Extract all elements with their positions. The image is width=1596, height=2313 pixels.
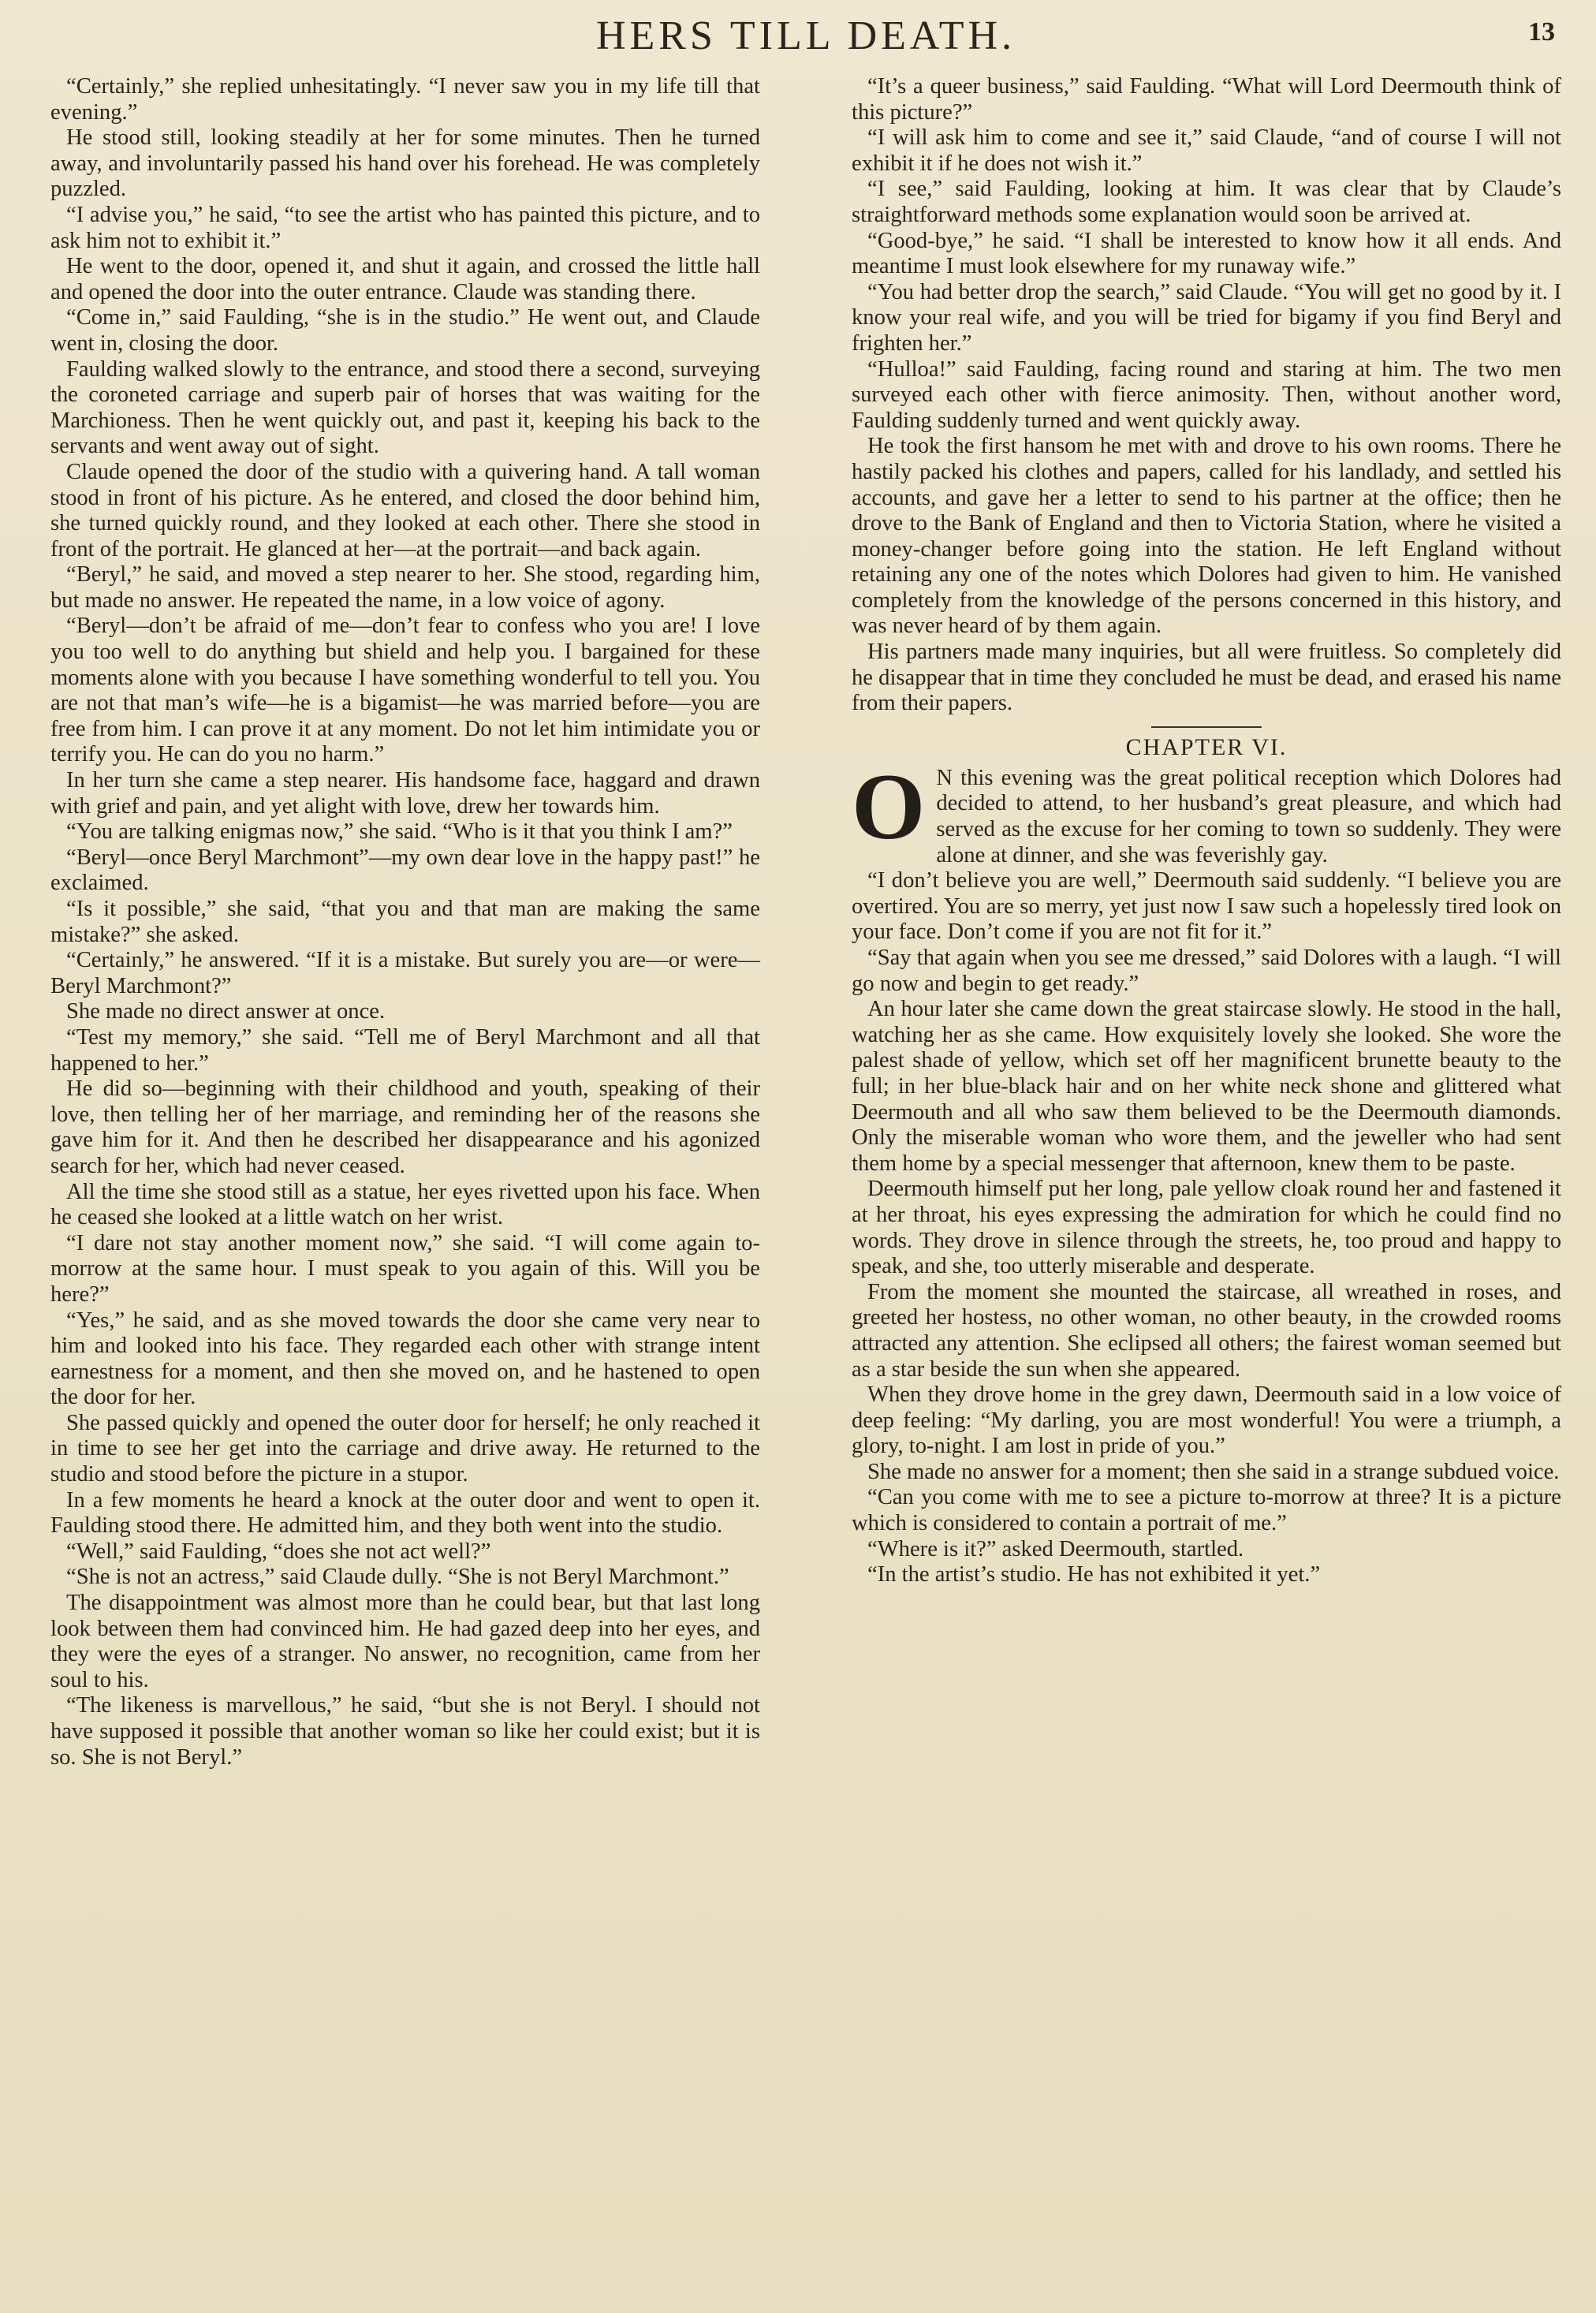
text-columns	[50, 74, 1561, 1770]
paragraph: She made no answer for a moment; then she said in a strange subdued voice.	[867, 1459, 1560, 1484]
paragraph: She made no direct answer at once.	[66, 999, 386, 1024]
paragraph: He took the first hansom he met with and drove to his own rooms. There he hastily packed his clothes and papers, called for his landlady, and settled his accounts, and gave her a letter to send to his partner at the office; then he drove to the Bank of England and then to Victoria Station, where he visited a money-changer before going into the station. He left England without retaining any one of the notes which Dolores had given to him. He vanished completely from the knowledge of the persons concerned in this history, and was never heard of by them again.	[852, 434, 1561, 639]
paragraph: “Test my memory,” she said. “Tell me of Beryl Marchmont and all that happened to her.”	[50, 1024, 760, 1076]
paragraph: “Is it possible,” she said, “that you and that man are making the same mistake?” she asked.	[50, 897, 760, 947]
paragraph: When they drove home in the grey dawn, Deermouth said in a low voice of deep feeling: “My darling, you are most wonderful! You were a triumph, a glory, to-night. I am lost in pride of you.”	[852, 1382, 1561, 1459]
paragraph: The disappointment was almost more than he could bear, but that last long look between them had convinced him. He had gazed deep into her eyes, and they were the eyes of a stranger. No answer, no recognition, came from her soul to his.	[50, 1591, 760, 1692]
paragraph: “Say that again when you see me dressed,” said Dolores with a laugh. “I will go now and begin to get ready.”	[852, 946, 1561, 996]
paragraph: He went to the door, opened it, and shut it again, and crossed the little hall and opened the door into the outer entrance. Claude was standing there.	[50, 254, 760, 304]
paragraph: “Beryl,” he said, and moved a step nearer to her. She stood, regarding him, but made no answer. He repeated the name, in a low voice of agony.	[50, 562, 760, 613]
paragraph: “Yes,” he said, and as she moved towards the door she came very near to him and looked into his face. They regarded each other with strange intent earnestness for a moment, and then she moved on, and he hastened to open the door for her.	[50, 1308, 760, 1410]
left-column	[50, 74, 760, 1770]
paragraph: “Well,” said Faulding, “does she not act well?”	[66, 1539, 491, 1564]
paragraph: Deermouth himself put her long, pale yellow cloak round her and fastened it at her throat, his eyes expressing the admiration for which he could find no words. They drove in silence through the streets, he, too proud and happy to speak, and she, too utterly miserable and desperate.	[852, 1177, 1561, 1279]
chapter-title: CHAPTER VI.	[1125, 733, 1288, 760]
paragraph: He stood still, looking steadily at her for some minutes. Then he turned away, and involuntarily passed his hand over his forehead. He was completely puzzled.	[50, 125, 760, 202]
paragraph: Faulding walked slowly to the entrance, and stood there a second, surveying the coroneted carriage and superb pair of horses that was waiting for the Marchioness. Then he went quickly out, and past it, keeping his back to the servants and went away out of sight.	[50, 356, 760, 459]
paragraph: “The likeness is marvellous,” he said, “but she is not Beryl. I should not have supposed it possible that another woman so like her could exist; but it is so. She is not Beryl.”	[50, 1693, 760, 1770]
paragraph: “Good-bye,” he said. “I shall be interested to know how it all ends. And meantime I must look elsewhere for my runaway wife.”	[852, 228, 1561, 279]
paragraph: “I advise you,” he said, “to see the artist who has painted this picture, and to ask him not to exhibit it.”	[50, 202, 760, 253]
right-column-before-chapter	[852, 74, 1561, 717]
paragraph: “Where is it?” asked Deermouth, startled.	[867, 1536, 1244, 1561]
paragraph: “Come in,” said Faulding, “she is in the studio.” He went out, and Claude went in, closing the door.	[50, 305, 760, 356]
page-header	[50, 13, 1561, 60]
paragraph: In a few moments he heard a knock at the outer door and went to open it. Faulding stood there. He admitted him, and they both went into the studio.	[50, 1487, 760, 1539]
paragraph: “Certainly,” he answered. “If it is a mistake. But surely you are—or were—Beryl Marchmont?”	[50, 948, 760, 998]
paragraph: “I don’t believe you are well,” Deermouth said suddenly. “I believe you are overtired. You are so merry, yet just now I saw such a hopelessly tired look on your face. Don’t come if you are not fit for it.”	[852, 868, 1561, 945]
drop-cap: O	[852, 753, 926, 859]
paragraph: All the time she stood still as a statue, her eyes rivetted upon his face. When he ceased she looked at a little watch on her wrist.	[50, 1179, 760, 1230]
paragraph: “You had better drop the search,” said Claude. “You will get no good by it. I know your real wife, and you will be tried for bigamy if you find Beryl and frighten her.”	[852, 279, 1561, 356]
paragraph: “You are talking enigmas now,” she said. “Who is it that you think I am?”	[66, 819, 733, 845]
paragraph: “Beryl—once Beryl Marchmont”—my own dear love in the happy past!” he exclaimed.	[50, 845, 760, 896]
paragraph: Claude opened the door of the studio with a quivering hand. A tall woman stood in front of his picture. As he entered, and closed the door behind him, she turned quickly round, and they looked at each other. There she stood in front of the portrait. He glanced at her—at the portrait—and back again.	[50, 459, 760, 561]
right-column	[852, 74, 1561, 1770]
right-column-after-chapter	[852, 868, 1561, 1588]
running-head: HERS TILL DEATH.	[595, 13, 1016, 58]
chapter-opening-paragraph	[852, 753, 1561, 868]
paragraph: She passed quickly and opened the outer door for herself; he only reached it in time to see her get into the carriage and drive away. He returned to the studio and stood before the picture in a stupor.	[50, 1410, 760, 1487]
paragraph: “Can you come with me to see a picture to-morrow at three? It is a picture which is considered to contain a portrait of me.”	[852, 1485, 1561, 1536]
paragraph: “I will ask him to come and see it,” said Claude, “and of course I will not exhibit it if he does not wish it.”	[852, 125, 1561, 176]
paragraph: An hour later she came down the great staircase slowly. He stood in the hall, watching her as she came. How exquisitely lovely she looked. She wore the palest shade of yellow, which set off her magnificent brunette beauty to the full; in her blue-black hair and on her white neck shone and glittered what Deermouth and all who saw them believed to be the Deermouth diamonds. Only the miserable woman who wore them, and the jeweller who had sent them home by a special messenger that afternoon, knew them to be paste.	[852, 997, 1561, 1176]
paragraph: He did so—beginning with their childhood and youth, speaking of their love, then telling her of her marriage, and reminding her of the reasons she gave him for it. And then he described her disappearance and his agonized search for her, which had never ceased.	[50, 1076, 760, 1178]
paragraph: “Hulloa!” said Faulding, facing round and staring at him. The two men surveyed each other with fierce animosity. Then, without another word, Faulding suddenly turned and went quickly away.	[852, 356, 1561, 433]
paragraph: “I dare not stay another moment now,” she said. “I will come again to-morrow at the same hour. I must speak to you again of this. Will you be here?”	[50, 1230, 760, 1307]
chapter-opening-text: N this evening was the great political reception which Dolores had decided to attend, to her husband’s great pleasure, and which had served as the excuse for her coming to town so suddenly. They were alone at dinner, and she was feverishly gay.	[936, 765, 1561, 867]
paragraph: “Beryl—don’t be afraid of me—don’t fear to confess who you are! I love you too well to do anything but shield and help you. I bargained for these moments alone with you because I have something wonderful to tell you. You are not that man’s wife—he is a bigamist—he was married before—you are free from him. I can prove it at any moment. Do not let him intimidate you or terrify you. He can do you no harm.”	[50, 614, 760, 767]
paragraph: “Certainly,” she replied unhesitatingly. “I never saw you in my life till that evening.”	[50, 74, 760, 125]
paragraph: “It’s a queer business,” said Faulding. “What will Lord Deermouth think of this picture?”	[852, 74, 1561, 125]
paragraph: “In the artist’s studio. He has not exhibited it yet.”	[867, 1562, 1321, 1587]
paragraph: In her turn she came a step nearer. His handsome face, haggard and drawn with grief and pain, and yet alight with love, drew her towards him.	[50, 768, 760, 819]
paragraph: “She is not an actress,” said Claude dully. “She is not Beryl Marchmont.”	[66, 1565, 729, 1590]
paragraph: From the moment she mounted the staircase, all wreathed in roses, and greeted her hostess, no other woman, no other beauty, in the crowded rooms attracted any attention. She eclipsed all others; the fairest woman seemed but as a star beside the sun when she appeared.	[852, 1279, 1561, 1382]
paragraph: His partners made many inquiries, but all were fruitless. So completely did he disappear that in time they concluded he must be dead, and erased his name from their papers.	[852, 640, 1561, 716]
chapter-rule	[1151, 726, 1262, 728]
paragraph: “I see,” said Faulding, looking at him. It was clear that by Claude’s straightforward methods some explanation would soon be arrived at.	[852, 177, 1561, 227]
page-number: 13	[1528, 17, 1555, 47]
